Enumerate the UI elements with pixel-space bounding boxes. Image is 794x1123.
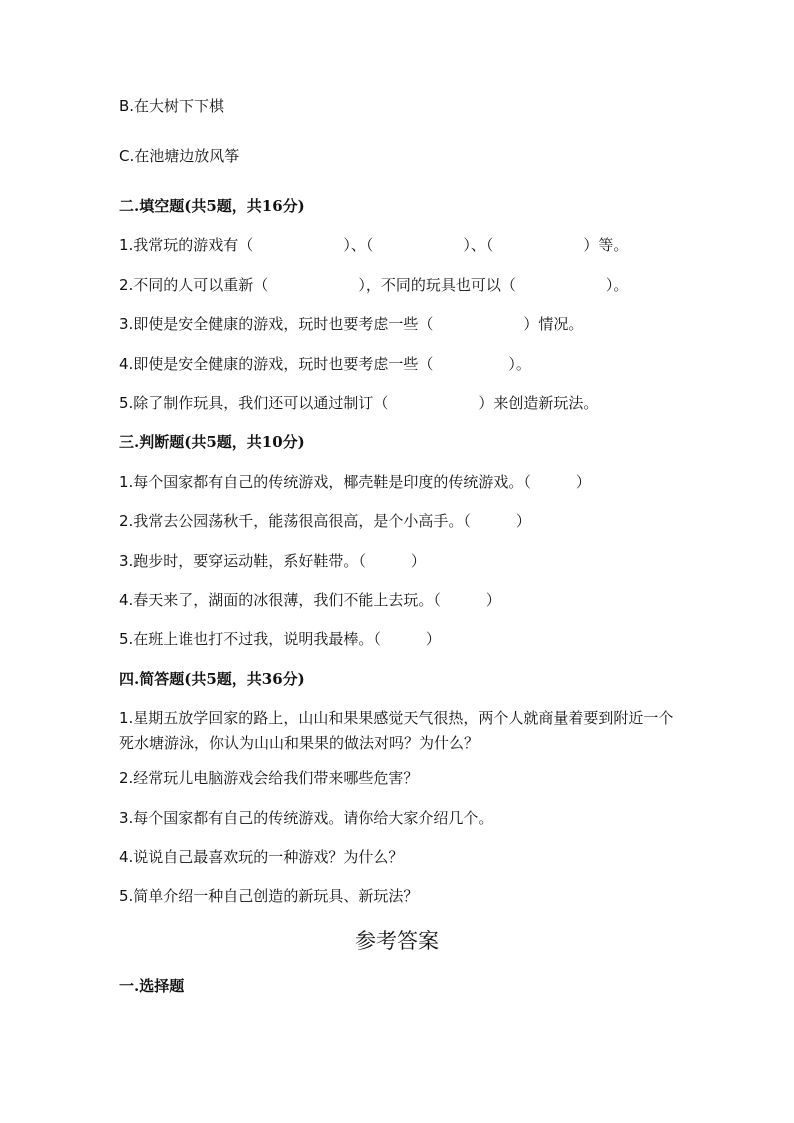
section-2-heading: 二.填空题(共5题，共16分) [119,197,305,215]
fill-question-2: 2.不同的人可以重新（ ），不同的玩具也可以（ ）。 [119,276,629,294]
judge-question-4: 4.春天来了，湖面的冰很薄，我们不能上去玩。（ ） [119,591,501,609]
short-answer-question-5: 5.简单介绍一种自己创造的新玩具、新玩法？ [119,887,419,905]
option-c: C.在池塘边放风筝 [119,147,240,165]
option-b: B.在大树下下棋 [119,97,225,115]
fill-question-1: 1.我常玩的游戏有（ ）、（ ）、（ ）等。 [119,236,629,254]
short-answer-question-1: 1.星期五放学回家的路上，山山和果果感觉天气很热，两个人就商量着要到附近一个死水塘游泳，你认为山山和果果的做法对吗？为什么？ [119,709,674,752]
short-answer-question-2: 2.经常玩儿电脑游戏会给我们带来哪些危害？ [119,769,419,787]
fill-question-3: 3.即使是安全健康的游戏，玩时也要考虑一些（ ）情况。 [119,315,584,333]
judge-question-2: 2.我常去公园荡秋千，能荡很高很高，是个小高手。（ ） [119,512,531,530]
fill-question-5: 5.除了制作玩具，我们还可以通过制订（ ）来创造新玩法。 [119,394,599,412]
section-3-heading: 三.判断题(共5题，共10分) [119,433,305,451]
section-4-heading: 四.简答题(共5题，共36分) [119,670,305,688]
short-answer-question-3: 3.每个国家都有自己的传统游戏。请你给大家介绍几个。 [119,809,494,827]
fill-question-4: 4.即使是安全健康的游戏，玩时也要考虑一些（ ）。 [119,355,531,373]
judge-question-3: 3.跑步时，要穿运动鞋，系好鞋带。（ ） [119,552,426,570]
judge-question-5: 5.在班上谁也打不过我，说明我最棒。（ ） [119,630,441,648]
answer-key-title: 参考答案 [355,929,439,953]
short-answer-question-4: 4.说说自己最喜欢玩的一种游戏？为什么？ [119,848,404,866]
judge-question-1: 1.每个国家都有自己的传统游戏，椰壳鞋是印度的传统游戏。（ ） [119,473,591,491]
answer-section-1-heading: 一.选择题 [119,977,185,995]
